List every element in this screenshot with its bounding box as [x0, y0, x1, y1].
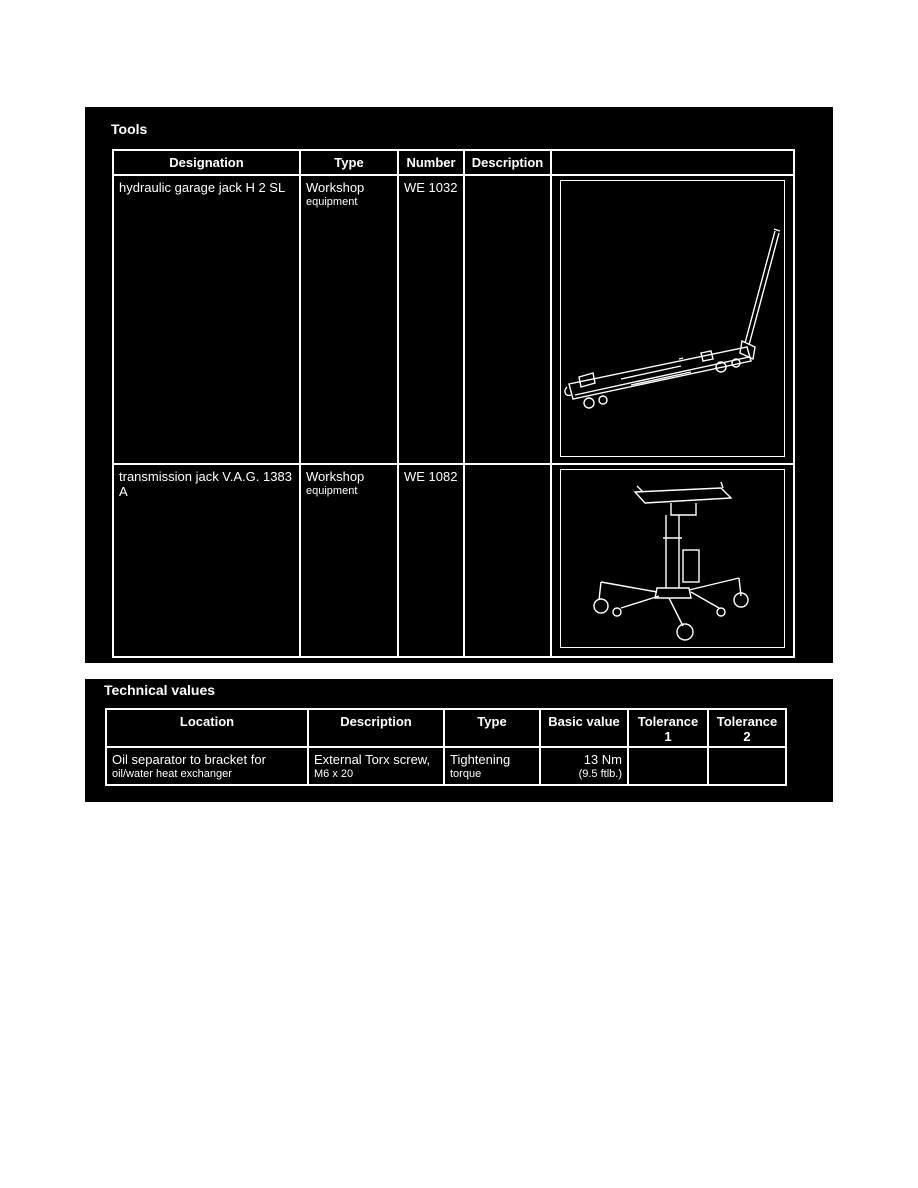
- table-row: [106, 747, 786, 785]
- description-cell: [464, 464, 551, 657]
- description-cell: [464, 175, 551, 464]
- location-cell: Oil separator to bracket for oil/water heat exchanger: [106, 747, 308, 785]
- transmission-jack-figure: [560, 469, 785, 648]
- header-tolerance-2: Tolerance 2: [708, 709, 786, 747]
- technical-values-table: [105, 708, 787, 786]
- number-cell: WE 1032: [398, 175, 464, 464]
- tools-panel: [85, 107, 833, 663]
- technical-header-row: [106, 709, 786, 747]
- header-location: Location: [106, 709, 308, 747]
- figure-cell: [551, 175, 794, 464]
- table-row: [113, 464, 794, 657]
- transmission-jack-illustration-icon: [561, 470, 783, 647]
- basic-value-cell: 13 Nm (9.5 ftlb.): [540, 747, 628, 785]
- designation-cell: hydraulic garage jack H 2 SL: [113, 175, 300, 464]
- header-type: Type: [300, 150, 398, 175]
- header-basic-value: Basic value: [540, 709, 628, 747]
- header-designation: Designation: [113, 150, 300, 175]
- tolerance-2-cell: [708, 747, 786, 785]
- type-cell: Workshop equipment: [300, 175, 398, 464]
- description-cell: External Torx screw, M6 x 20: [308, 747, 444, 785]
- figure-cell: [551, 464, 794, 657]
- tolerance-1-cell: [628, 747, 708, 785]
- designation-cell: transmission jack V.A.G. 1383 A: [113, 464, 300, 657]
- tools-title: Tools: [111, 121, 148, 137]
- header-number: Number: [398, 150, 464, 175]
- tools-header-row: [113, 150, 794, 175]
- type-cell: Workshop equipment: [300, 464, 398, 657]
- technical-values-title: Technical values: [104, 682, 216, 698]
- header-description: Description: [464, 150, 551, 175]
- header-tolerance-1: Tolerance 1: [628, 709, 708, 747]
- number-cell: WE 1082: [398, 464, 464, 657]
- garage-jack-illustration-icon: [561, 181, 783, 456]
- table-row: [113, 175, 794, 464]
- tools-table: [112, 149, 795, 658]
- header-type: Type: [444, 709, 540, 747]
- garage-jack-figure: [560, 180, 785, 457]
- type-cell: Tightening torque: [444, 747, 540, 785]
- header-description: Description: [308, 709, 444, 747]
- header-figure: [551, 150, 794, 175]
- technical-values-panel: [85, 679, 833, 802]
